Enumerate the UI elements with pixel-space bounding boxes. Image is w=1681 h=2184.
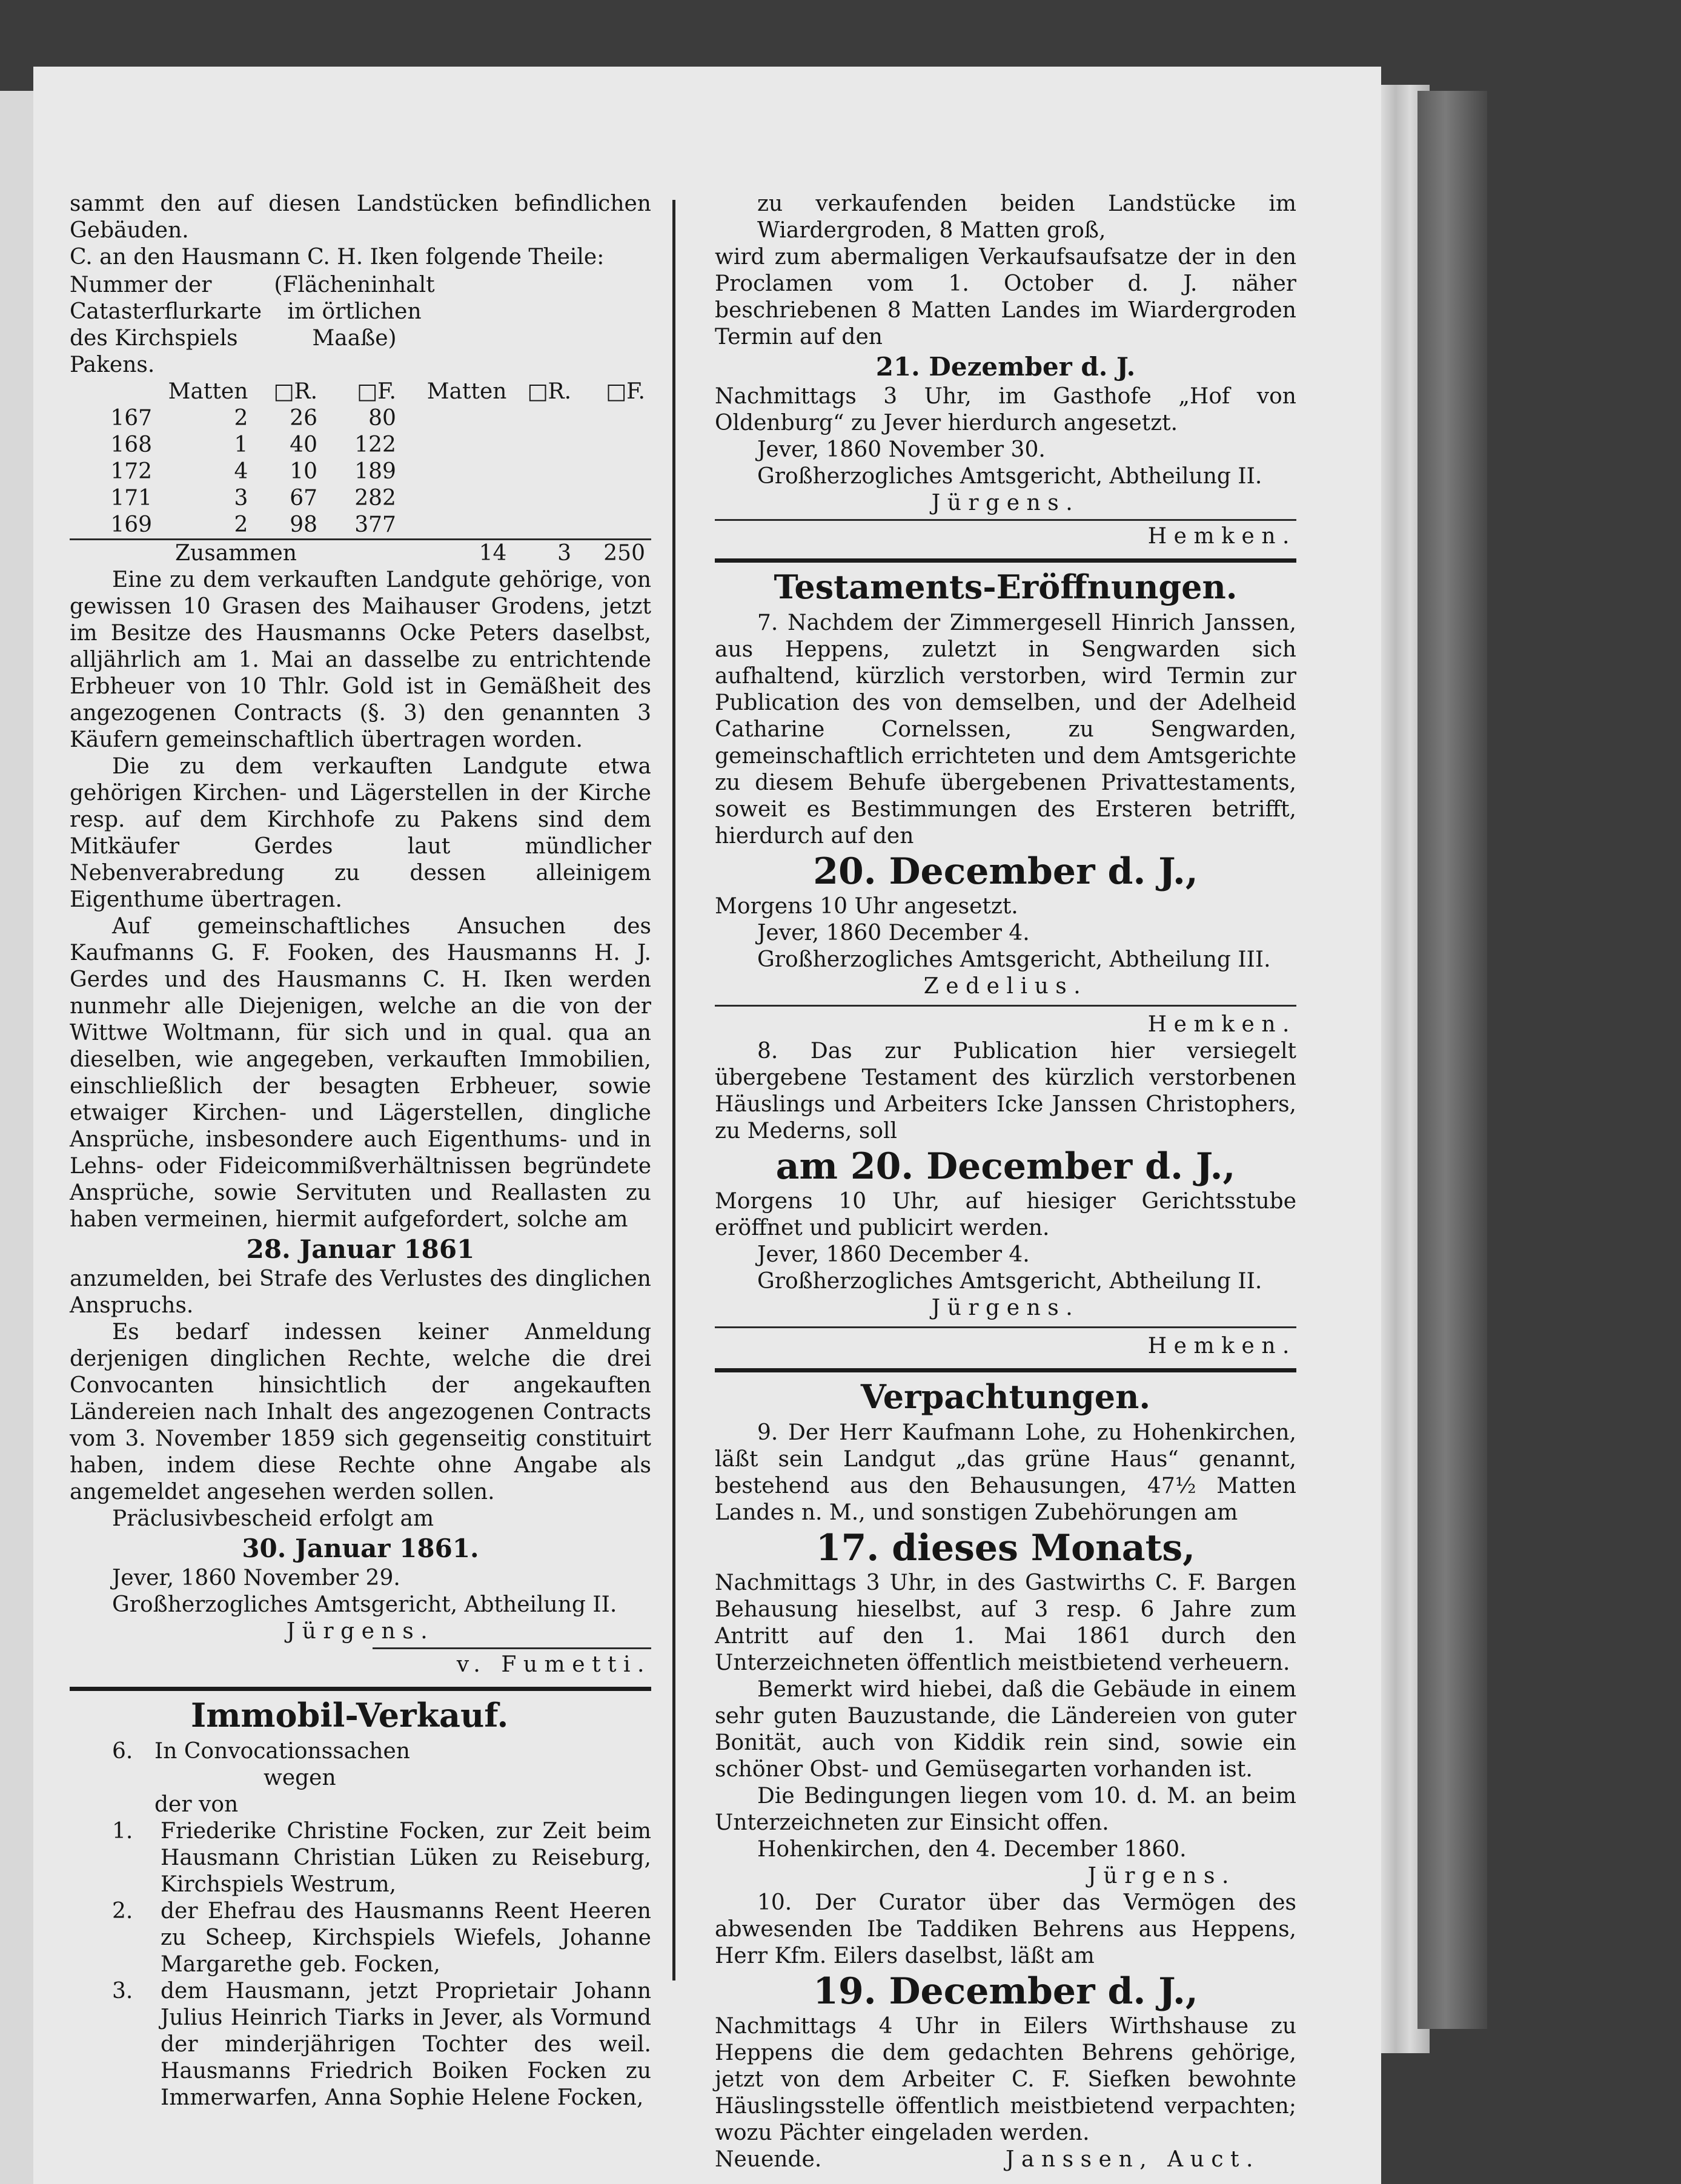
col-rute: □R. xyxy=(273,379,318,404)
divider xyxy=(715,1326,1296,1328)
table-row: 171 3 67 282 xyxy=(110,486,396,511)
list-item: 2. der Ehefrau des Hausmanns Reent Heeren zu Scheep, Kirchspiels Wiefels, Johanne Margarethe geb. Focken, xyxy=(112,1899,651,1977)
paragraph: Eine zu dem verkauften Landgute gehörige, von gewissen 10 Grasen des Maihauser Grodens, jetzt im Besitze des Hausmanns Ocke Peters daselbst, alljährlich am 1. Mai an dasselbe zu entrichtende Erbheuer von 10 Thlr. Gold ist in Gemäßheit des angezogenen Contracts (§. 3) den genannten 3 Käufern gemeinschaftlich übertragen worden. xyxy=(70,568,651,752)
judge-signature: Jürgens. xyxy=(1087,1864,1236,1888)
paragraph: Die Bedingungen liegen vom 10. d. M. an beim Unterzeichneten zur Einsicht offen. xyxy=(715,1784,1296,1835)
parcel-table xyxy=(70,379,651,567)
section-heading-testaments: Testaments-Eröffnungen. xyxy=(774,568,1238,606)
section-rule xyxy=(70,1687,651,1691)
judge-signature: Jürgens. xyxy=(931,491,1080,515)
judge-signature: Jürgens. xyxy=(931,1296,1080,1320)
paragraph: 8. Das zur Publication hier versiegelt übergebene Testament des kürzlich verstorbenen Häuslings und Arbeiters Icke Janssen Christophers, zu Mederns, soll xyxy=(715,1039,1296,1143)
place-date: Jever, 1860 December 4. xyxy=(757,921,1030,945)
lease-date-2: 19. December d. J., xyxy=(813,1970,1198,2013)
opening-date: am 20. December d. J., xyxy=(775,1145,1236,1188)
clerk-signature: Hemken. xyxy=(1147,524,1296,549)
paragraph: Nachmittags 3 Uhr, im Gasthofe „Hof von Oldenburg“ zu Jever hierdurch angesetzt. xyxy=(715,384,1296,435)
col-matten-total: Matten xyxy=(426,379,507,404)
divider xyxy=(715,519,1296,521)
clerk-signature: v. Fumetti. xyxy=(456,1652,651,1677)
intro-text: sammt den auf diesen Landstücken befindlichen Gebäuden. xyxy=(70,191,651,243)
place-date: Jever, 1860 December 4. xyxy=(757,1242,1030,1267)
paragraph: Morgens 10 Uhr, auf hiesiger Gerichtsstube eröffnet und publicirt werden. xyxy=(715,1189,1296,1240)
paragraph: Bemerkt wird hiebei, daß die Gebäude in einem sehr guten Bauzustande, die Ländereien von guter Bonität, auch von Kiddik rein sind, sowie ein schöner Obst- und Gemüsegarten vorhanden ist. xyxy=(715,1677,1296,1782)
wegen: wegen xyxy=(264,1765,336,1790)
table-row: 167 2 26 80 xyxy=(110,406,396,431)
auction-date: 21. Dezember d. J. xyxy=(875,352,1136,382)
section-heading-immobil: Immobil-Verkauf. xyxy=(191,1696,509,1735)
clerk-signature: Hemken. xyxy=(1147,1334,1296,1358)
left-column xyxy=(70,191,651,2111)
col-fuss-total: □F. xyxy=(606,379,645,404)
paragraph: Präclusivbescheid erfolgt am xyxy=(112,1506,434,1531)
divider xyxy=(715,1005,1296,1007)
section-rule xyxy=(715,1368,1296,1372)
lease-date: 17. dieses Monats, xyxy=(815,1527,1196,1569)
header-area: (Flächeninhalt im örtlichen Maaße) xyxy=(274,273,435,351)
ruling-date: 30. Januar 1861. xyxy=(242,1534,479,1563)
section-rule xyxy=(715,558,1296,563)
court-name: Großherzogliches Amtsgericht, Abtheilung II. xyxy=(112,1592,617,1617)
court-name: Großherzogliches Amtsgericht, Abtheilung III. xyxy=(757,947,1271,972)
paragraph: wird zum abermaligen Verkaufsaufsatze der in den Proclamen vom 1. October d. J. näher beschriebenen 8 Matten Landes im Wiardergroden Termin auf den xyxy=(715,245,1296,349)
paragraph: Es bedarf indessen keiner Anmeldung derjenigen dinglichen Rechte, welche die drei Convocanten hinsichtlich der angekauften Ländereien nach Inhalt des angezogenen Contracts vom 3. November 1859 sich gegenseitig constituirt haben, indem diese Rechte ohne Angabe als angemeldet angesehen werden sollen. xyxy=(70,1320,651,1504)
table-total-row: Zusammen 14 3 250 xyxy=(175,541,645,566)
paragraph: anzumelden, bei Strafe des Verlustes des dinglichen Anspruchs. xyxy=(70,1266,651,1318)
publication-date: 20. December d. J., xyxy=(813,850,1198,893)
judge-signature: Zedelius. xyxy=(923,974,1088,999)
book-cover-edge xyxy=(1417,91,1487,2029)
list-item: 1. Friederike Christine Focken, zur Zeit beim Hausmann Christian Lüken zu Reiseburg, Kirchspiels Westrum, xyxy=(112,1819,651,1897)
deadline-date: 28. Januar 1861 xyxy=(246,1234,475,1264)
paragraph: 9. Der Herr Kaufmann Lohe, zu Hohenkirchen, läßt sein Landgut „das grüne Haus“ genannt, bestehend aus den Behausungen, 47½ Matten Landes n. M., und sonstigen Zubehörungen am xyxy=(715,1420,1296,1525)
court-name: Großherzogliches Amtsgericht, Abtheilung II. xyxy=(757,1269,1262,1294)
facing-page-edge xyxy=(0,91,36,2184)
divider xyxy=(373,1647,651,1649)
case-line: 6. In Convocationssachen xyxy=(112,1739,410,1764)
paragraph: zu verkaufenden beiden Landstücke im Wiardergroden, 8 Matten groß, xyxy=(757,191,1296,243)
der-von: der von xyxy=(154,1792,239,1817)
court-name: Großherzogliches Amtsgericht, Abtheilung II. xyxy=(757,464,1262,489)
auctioneer-signature: Janssen, Auct. xyxy=(1006,2147,1260,2172)
paragraph: Nachmittags 3 Uhr, in des Gastwirths C. F. Bargen Behausung hieselbst, auf 3 resp. 6 Jahre zum Antritt auf den 1. Mai 1861 durch den Unterzeichneten öffentlich meistbietend verheuern. xyxy=(715,1570,1296,1675)
parcel-table-header xyxy=(70,272,651,379)
paragraph: 10. Der Curator über das Vermögen des abwesenden Ibe Taddiken Behrens aus Heppens, Herr Kfm. Eilers daselbst, läßt am xyxy=(715,1890,1296,1968)
paragraph: Nachmittags 4 Uhr in Eilers Wirthshause zu Heppens die dem gedachten Behrens gehörige, jetzt von dem Arbeiter C. F. Siefken bewohnte Häuslingsstelle öffentlich meistbietend verpachten; wozu Pächter eingeladen werden. xyxy=(715,2014,1296,2145)
c-line: C. an den Hausmann C. H. Iken folgende Theile: xyxy=(70,245,605,270)
paragraph: Die zu dem verkauften Landgute etwa gehörigen Kirchen- und Lägerstellen in der Kirche resp. auf dem Kirchhofe zu Pakens sind dem Mitkäufer Gerdes laut mündlicher Nebenverabredung zu dessen alleinigem Eigenthume übertragen. xyxy=(70,754,651,912)
place-date: Jever, 1860 November 30. xyxy=(757,437,1046,462)
place: Neuende. xyxy=(715,2147,822,2172)
col-matten: Matten xyxy=(168,379,248,404)
section-heading-verpachtungen: Verpachtungen. xyxy=(860,1377,1151,1416)
paragraph: Auf gemeinschaftliches Ansuchen des Kaufmanns G. F. Fooken, des Hausmanns H. J. Gerdes und des Hausmanns C. H. Iken werden nunmehr alle Diejenigen, welche an die von der Wittwe Woltmann, für sich und in qual. qua an dieselben, wie angegeben, verkauften Immobilien, einschließlich der besagten Erbheuer, sowie etwaiger Kirchen- und Lägerstellen, dingliche Ansprüche, insbesondere auch Eigenthums- und in Lehns- oder Fideicommißverhältnissen begründete Ansprüche, sowie Servituten und Reallasten zu haben vermeinen, hiermit aufgefordert, solche am xyxy=(70,914,651,1232)
paragraph: 7. Nachdem der Zimmergesell Hinrich Janssen, aus Heppens, zuletzt in Sengwarden sich aufhaltend, kürzlich verstorben, wird Termin zur Publication des von demselben, und der Adelheid Catharine Cornelssen, zu Sengwarden, gemeinschaftlich errichteten und dem Amtsgerichte zu diesem Behufe übergebenen Privattestaments, soweit es Bestimmungen des Ersteren betrifft, hierdurch auf den xyxy=(715,611,1296,849)
table-row: 172 4 10 189 xyxy=(110,459,396,484)
header-parcel: Nummer der Catasterflurkarte des Kirchspiels Pakens. xyxy=(70,273,262,377)
place-date: Hohenkirchen, den 4. December 1860. xyxy=(757,1837,1187,1862)
closing-line xyxy=(715,2146,1296,2173)
col-rute-total: □R. xyxy=(527,379,572,404)
place-date: Jever, 1860 November 29. xyxy=(112,1566,400,1590)
judge-signature: Jürgens. xyxy=(286,1619,435,1644)
clerk-signature: Hemken. xyxy=(1147,1012,1296,1037)
col-fuss: □F. xyxy=(357,379,396,404)
table-row: 168 1 40 122 xyxy=(110,432,396,457)
right-column xyxy=(715,191,1296,2173)
parcel-table-colheads xyxy=(70,379,651,405)
paragraph: Morgens 10 Uhr angesetzt. xyxy=(715,894,1018,919)
list-item: 3. dem Hausmann, jetzt Proprietair Johann Julius Heinrich Tiarks in Jever, als Vormund der minderjährigen Tochter des weil. Hausmanns Friedrich Boiken Focken zu Immerwarfen, Anna Sophie Helene Focken, xyxy=(112,1979,651,2110)
table-row: 169 2 98 377 xyxy=(70,512,651,540)
column-divider xyxy=(672,200,675,1980)
